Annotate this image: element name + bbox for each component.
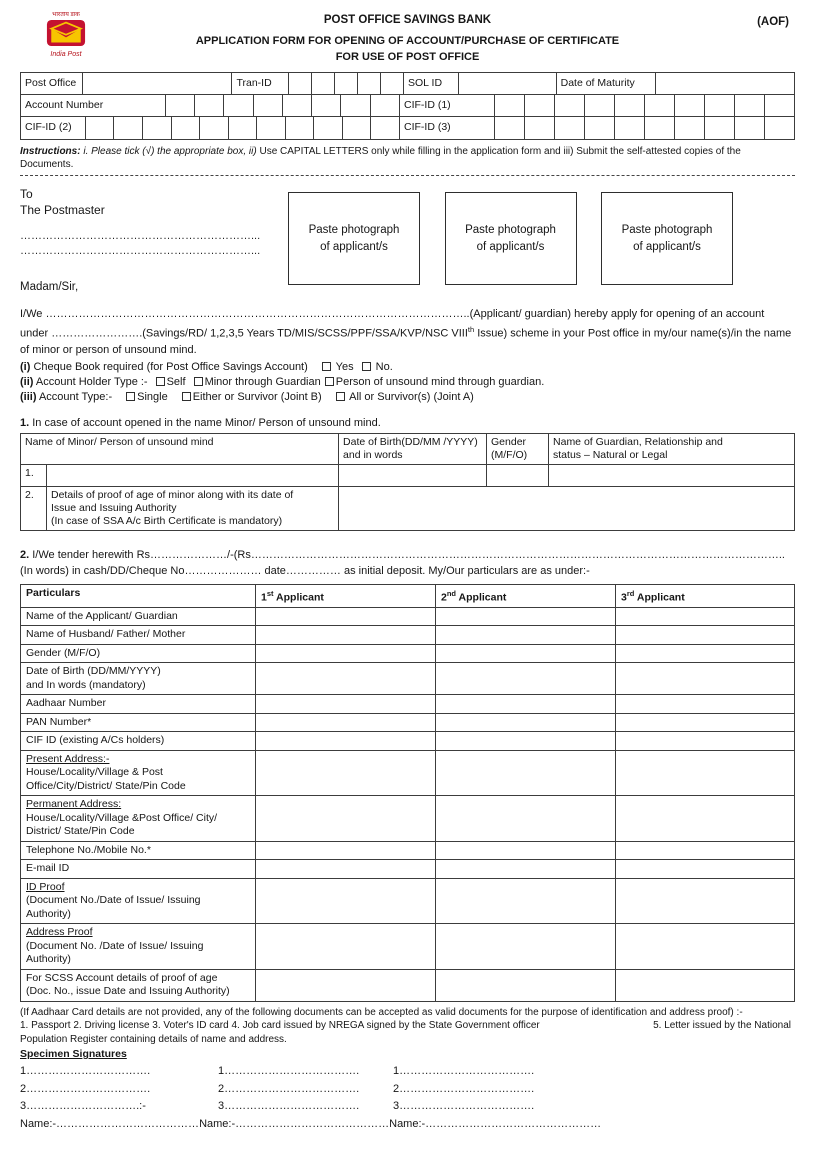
signature-line[interactable]: 3………………………………. — [393, 1100, 535, 1113]
option-account-type — [20, 391, 795, 403]
applicant-1-entry-cell[interactable] — [256, 750, 436, 796]
applicant-2-entry-cell[interactable] — [436, 626, 616, 645]
char-entry-box[interactable] — [335, 73, 358, 94]
id-proof-footnote — [20, 1006, 795, 1047]
logo-india-post-text: India Post — [50, 51, 82, 58]
char-entry-box[interactable] — [254, 95, 283, 116]
name-entry[interactable]: Name:-…………………………………… — [199, 1117, 390, 1130]
name-entry[interactable]: Name:-………………………………… — [20, 1117, 200, 1130]
self-label: Self — [166, 375, 186, 388]
applicant-3-entry-cell[interactable] — [616, 750, 795, 796]
option-cheque-book — [20, 361, 795, 373]
applicant-1-entry-cell[interactable] — [256, 841, 436, 860]
proof-of-age-label: Details of proof of age of minor along with its date of Issue and Issuing Authority (In case of SSA A/c Birth Certificate is mandatory) — [47, 486, 339, 530]
particular-label: PAN Number* — [21, 713, 256, 732]
particular-label: Name of Husband/ Father/ Mother — [21, 626, 256, 645]
particular-label: Telephone No./Mobile No.* — [21, 841, 256, 860]
form-header — [20, 12, 795, 66]
all-or-survivors-label: All or Survivor(s) (Joint A) — [349, 390, 474, 403]
account-number-boxes — [166, 95, 400, 116]
application-declaration: I/We ……………………………………………………………………………………………………..(Applicant/ guardian) hereby apply for opening of an account under …………………….(Savings/RD/ 1,2,3,5 Years TD/MIS/SCSS/PPF/SSA/KVP/NSC VIIIth Issue) scheme in your Post office in my/our name(s)/in the name of minor or person of unsound mind. — [20, 308, 792, 356]
char-entry-box[interactable] — [312, 73, 335, 94]
applicant-3-entry-cell[interactable] — [616, 841, 795, 860]
char-entry-box[interactable] — [765, 95, 794, 116]
char-entry-box[interactable] — [705, 117, 735, 139]
char-entry-box[interactable] — [86, 117, 115, 139]
applicant-2-entry-cell[interactable] — [436, 644, 616, 663]
section2-intro: 2. I/We tender herewith Rs…………………/-(Rs………………………………………………………………………………………………………………………………..(In words) in cash/DD/Cheque No………………… date…………… as initial deposit. My/Our particulars are as under:- — [20, 548, 785, 577]
sol-id-label: SOL ID — [404, 73, 459, 94]
char-entry-box[interactable] — [200, 117, 229, 139]
date-of-maturity-label: Date of Maturity — [557, 73, 657, 94]
photo-box-3: Paste photograph of applicant/s — [601, 192, 733, 285]
row-number: 1. — [21, 464, 47, 486]
applicant-2-entry-cell[interactable] — [436, 750, 616, 796]
form-subtitle: APPLICATION FORM FOR OPENING OF ACCOUNT/PURCHASE OF CERTIFICATE — [195, 35, 620, 47]
col-header-minor-name: Name of Minor/ Person of unsound mind — [21, 433, 339, 464]
applicant-3-entry-cell[interactable] — [616, 969, 795, 1001]
particulars-row — [21, 878, 795, 924]
self-checkbox[interactable] — [156, 377, 165, 386]
minor-table-header-row — [21, 433, 795, 464]
char-entry-box[interactable] — [735, 117, 765, 139]
applicant-1-entry-cell[interactable] — [256, 607, 436, 626]
applicant-3-entry-cell[interactable] — [616, 695, 795, 714]
footnote-line-1: (If Aadhaar Card details are not provided, any of the following documents can be accepted as valid documents for the purpose of identification and address proof) :- — [20, 1006, 743, 1018]
char-entry-box[interactable] — [371, 117, 399, 139]
photo-box-2: Paste photograph of applicant/s — [445, 192, 577, 285]
applicant-3-entry-cell[interactable] — [616, 924, 795, 970]
signature-column — [20, 1063, 218, 1116]
footnote-line-3: Population Register containing details of name and address. — [20, 1033, 287, 1045]
form-title: POST OFFICE SAVINGS BANK — [323, 14, 492, 26]
option-label: Account Type:- — [36, 390, 113, 403]
particulars-row — [21, 713, 795, 732]
col-header-dob: Date of Birth(DD/MM /YYYY) and in words — [339, 433, 487, 464]
single-label: Single — [137, 390, 168, 403]
cif-id-3-label: CIF-ID (3) — [400, 117, 495, 139]
applicant-3-entry-cell[interactable] — [616, 626, 795, 645]
signature-name-line — [20, 1118, 795, 1130]
addressee-and-photos — [20, 186, 795, 293]
tran-id-label: Tran-ID — [232, 73, 289, 94]
india-post-emblem-icon — [46, 20, 86, 46]
option-number: (iii) — [20, 390, 37, 403]
minor-gender-cell[interactable] — [487, 464, 549, 486]
minor-guardian-cell[interactable] — [549, 464, 795, 486]
signature-line[interactable]: 3………………………………. — [218, 1100, 360, 1113]
char-entry-box[interactable] — [525, 117, 555, 139]
particulars-row — [21, 626, 795, 645]
signature-line[interactable]: 2……………………………. — [20, 1082, 151, 1095]
applicant-2-entry-cell[interactable] — [436, 841, 616, 860]
particulars-header-row — [21, 584, 795, 607]
char-entry-box[interactable] — [172, 117, 201, 139]
all-or-survivors-checkbox[interactable] — [336, 392, 345, 401]
applicant-2-entry-cell[interactable] — [436, 860, 616, 879]
account-number-label: Account Number — [21, 95, 166, 116]
date-of-maturity-field[interactable] — [656, 73, 794, 94]
particular-label: CIF ID (existing A/Cs holders) — [21, 732, 256, 751]
particular-label: Present Address:- House/Locality/Village & Post Office/City/District/ State/Pin Code — [21, 750, 256, 796]
salutation: Madam/Sir, — [20, 281, 79, 293]
cheque-yes-label: Yes — [335, 360, 354, 373]
applicant-3-entry-cell[interactable] — [616, 796, 795, 842]
applicant-2-entry-cell[interactable] — [436, 663, 616, 695]
char-entry-box[interactable] — [675, 95, 705, 116]
particular-label: ID Proof (Document No./Date of Issue/ Issuing Authority) — [21, 878, 256, 924]
char-entry-box[interactable] — [257, 117, 286, 139]
particulars-row — [21, 695, 795, 714]
minor-through-guardian-checkbox[interactable] — [194, 377, 203, 386]
applicant-3-entry-cell[interactable] — [616, 644, 795, 663]
instructions-italic: i. Please tick (√) the appropriate box, ii) — [80, 146, 257, 157]
sol-id-field[interactable] — [459, 73, 557, 94]
char-entry-box[interactable] — [358, 73, 381, 94]
char-entry-box[interactable] — [555, 95, 585, 116]
instructions-label: Instructions: — [20, 146, 81, 157]
char-entry-box[interactable] — [224, 95, 253, 116]
india-post-logo — [30, 12, 102, 59]
particulars-row — [21, 732, 795, 751]
char-entry-box[interactable] — [314, 117, 343, 139]
char-entry-box[interactable] — [675, 117, 705, 139]
applicant-1-entry-cell[interactable] — [256, 626, 436, 645]
minor-dob-cell[interactable] — [339, 464, 487, 486]
particulars-row — [21, 924, 795, 970]
char-entry-box[interactable] — [195, 95, 224, 116]
char-entry-box[interactable] — [645, 95, 675, 116]
char-entry-box[interactable] — [495, 117, 525, 139]
char-entry-box[interactable] — [371, 95, 399, 116]
applicant-3-entry-cell[interactable] — [616, 860, 795, 879]
particulars-table — [20, 584, 795, 1002]
char-entry-box[interactable] — [615, 117, 645, 139]
minor-through-guardian-label: Minor through Guardian — [204, 375, 321, 388]
instructions — [20, 145, 795, 171]
grid-row-1 — [21, 73, 794, 95]
char-entry-box[interactable] — [615, 95, 645, 116]
applicant-1-entry-cell[interactable] — [256, 860, 436, 879]
applicant-2-entry-cell[interactable] — [436, 695, 616, 714]
signature-line[interactable]: 2………………………………. — [218, 1082, 360, 1095]
char-entry-box[interactable] — [645, 117, 675, 139]
signature-columns — [20, 1063, 795, 1116]
particular-label: E-mail ID — [21, 860, 256, 879]
signature-line[interactable]: 1………………………………. — [393, 1065, 535, 1078]
form-use-label: FOR USE OF POST OFFICE — [335, 51, 480, 63]
unsound-mind-label: Person of unsound mind through guardian. — [335, 375, 545, 388]
section1-heading: 1. In case of account opened in the name Minor/ Person of unsound mind. — [20, 416, 381, 429]
applicant-2-entry-cell[interactable] — [436, 607, 616, 626]
char-entry-box[interactable] — [312, 95, 341, 116]
particular-label: Gender (M/F/O) — [21, 644, 256, 663]
particular-label: Address Proof (Document No. /Date of Issue/ Issuing Authority) — [21, 924, 256, 970]
char-entry-box[interactable] — [343, 117, 372, 139]
post-office-label: Post Office — [21, 73, 83, 94]
cif-id-1-boxes — [495, 95, 794, 116]
char-entry-box[interactable] — [114, 117, 143, 139]
char-entry-box[interactable] — [705, 95, 735, 116]
post-office-field[interactable] — [83, 73, 233, 94]
cif-id-2-boxes — [86, 117, 400, 139]
applicant-1-entry-cell[interactable] — [256, 695, 436, 714]
cheque-yes-checkbox[interactable] — [322, 362, 331, 371]
applicant-1-entry-cell[interactable] — [256, 878, 436, 924]
applicant-1-entry-cell[interactable] — [256, 969, 436, 1001]
applicant-1-entry-cell[interactable] — [256, 796, 436, 842]
signature-line[interactable]: 1………………………………. — [218, 1065, 360, 1078]
specimen-signatures-label: Specimen Signatures — [20, 1048, 127, 1061]
particulars-header: Particulars — [21, 584, 256, 607]
account-header-grid — [20, 72, 795, 140]
row-number: 2. — [21, 486, 47, 530]
single-checkbox[interactable] — [126, 392, 135, 401]
col-header-gender: Gender (M/F/O) — [487, 433, 549, 464]
particular-label: Permanent Address: House/Locality/Village &Post Office/ City/ District/ State/Pin Code — [21, 796, 256, 842]
option-label: Cheque Book required (for Post Office Savings Account) — [30, 360, 308, 373]
applicant-3-entry-cell[interactable] — [616, 607, 795, 626]
applicant-1-header: 1st Applicant — [256, 584, 436, 607]
applicant-1-entry-cell[interactable] — [256, 732, 436, 751]
particulars-row — [21, 663, 795, 695]
particulars-row — [21, 969, 795, 1001]
applicant-2-entry-cell[interactable] — [436, 924, 616, 970]
char-entry-box[interactable] — [525, 95, 555, 116]
applicant-3-entry-cell[interactable] — [616, 878, 795, 924]
applicant-3-entry-cell[interactable] — [616, 713, 795, 732]
particular-label: For SCSS Account details of proof of age (Doc. No., issue Date and Issuing Authority) — [21, 969, 256, 1001]
signature-column — [218, 1063, 393, 1116]
unsound-mind-checkbox[interactable] — [325, 377, 334, 386]
applicant-2-entry-cell[interactable] — [436, 713, 616, 732]
tran-id-boxes — [289, 73, 404, 94]
minor-row-1 — [21, 464, 795, 486]
address-dotted-line[interactable]: ………………………………………………………... — [20, 245, 261, 257]
option-account-holder-type — [20, 376, 795, 388]
char-entry-box[interactable] — [381, 73, 403, 94]
photo-boxes — [268, 186, 795, 293]
cif-id-2-label: CIF-ID (2) — [21, 117, 86, 139]
photo-box-1: Paste photograph of applicant/s — [288, 192, 420, 285]
applicant-2-entry-cell[interactable] — [436, 796, 616, 842]
dashed-divider — [20, 175, 795, 176]
cheque-no-checkbox[interactable] — [362, 362, 371, 371]
applicant-3-entry-cell[interactable] — [616, 732, 795, 751]
option-label: Account Holder Type :- — [33, 375, 148, 388]
particulars-row — [21, 796, 795, 842]
applicant-2-entry-cell[interactable] — [436, 969, 616, 1001]
applicant-1-entry-cell[interactable] — [256, 713, 436, 732]
minor-row-2 — [21, 486, 795, 530]
minor-name-cell[interactable] — [47, 464, 339, 486]
particulars-row — [21, 644, 795, 663]
applicant-1-entry-cell[interactable] — [256, 644, 436, 663]
cif-id-3-boxes — [495, 117, 794, 139]
applicant-2-entry-cell[interactable] — [436, 732, 616, 751]
grid-row-2 — [21, 95, 794, 117]
grid-row-3 — [21, 117, 794, 139]
proof-of-age-cell[interactable] — [339, 486, 795, 530]
name-entry[interactable]: Name:-………………………………………… — [389, 1117, 602, 1130]
signature-line[interactable]: 1……………………………. — [20, 1065, 151, 1078]
particulars-row — [21, 750, 795, 796]
char-entry-box[interactable] — [143, 117, 172, 139]
instructions-text: Use CAPITAL LETTERS only while filling in the application form and iii) Submit the self-attested copies of the Documents. — [20, 146, 741, 170]
cif-id-1-label: CIF-ID (1) — [400, 95, 495, 116]
char-entry-box[interactable] — [585, 95, 615, 116]
applicant-3-entry-cell[interactable] — [616, 663, 795, 695]
either-or-survivor-label: Either or Survivor (Joint B) — [192, 390, 322, 403]
applicant-2-entry-cell[interactable] — [436, 878, 616, 924]
to-label: To — [20, 187, 33, 201]
minor-details-table — [20, 433, 795, 531]
signature-line[interactable]: 2………………………………. — [393, 1082, 535, 1095]
signature-column — [393, 1063, 591, 1116]
signature-line[interactable]: 3………………………….:- — [20, 1100, 146, 1113]
char-entry-box[interactable] — [286, 117, 315, 139]
particular-label: Date of Birth (DD/MM/YYYY) and In words (mandatory) — [21, 663, 256, 695]
char-entry-box[interactable] — [735, 95, 765, 116]
aof-tag: (AOF) — [757, 16, 789, 28]
particulars-row — [21, 841, 795, 860]
applicant-1-entry-cell[interactable] — [256, 924, 436, 970]
either-or-survivor-checkbox[interactable] — [182, 392, 191, 401]
applicant-2-header: 2nd Applicant — [436, 584, 616, 607]
particular-label: Aadhaar Number — [21, 695, 256, 714]
address-dotted-line[interactable]: ………………………………………………………... — [20, 230, 261, 242]
particulars-row — [21, 607, 795, 626]
char-entry-box[interactable] — [555, 117, 585, 139]
col-header-guardian: Name of Guardian, Relationship and status – Natural or Legal — [549, 433, 795, 464]
particular-label: Name of the Applicant/ Guardian — [21, 607, 256, 626]
char-entry-box[interactable] — [495, 95, 525, 116]
option-number: (i) — [20, 360, 31, 373]
postmaster-label: The Postmaster — [20, 203, 105, 217]
logo-hindi-text: भारतीय डाक — [52, 12, 80, 18]
char-entry-box[interactable] — [289, 73, 312, 94]
particulars-row — [21, 860, 795, 879]
char-entry-box[interactable] — [229, 117, 258, 139]
option-number: (ii) — [20, 375, 34, 388]
applicant-1-entry-cell[interactable] — [256, 663, 436, 695]
char-entry-box[interactable] — [585, 117, 615, 139]
addressee-block — [20, 186, 268, 293]
char-entry-box[interactable] — [166, 95, 195, 116]
char-entry-box[interactable] — [765, 117, 794, 139]
char-entry-box[interactable] — [341, 95, 370, 116]
applicant-3-header: 3rd Applicant — [616, 584, 795, 607]
char-entry-box[interactable] — [283, 95, 312, 116]
footnote-line-2: 1. Passport 2. Driving license 3. Voter's ID card 4. Job card issued by NREGA signed by the State Government officer 5. Letter issued by the National — [20, 1020, 791, 1032]
cheque-no-label: No. — [375, 360, 393, 373]
